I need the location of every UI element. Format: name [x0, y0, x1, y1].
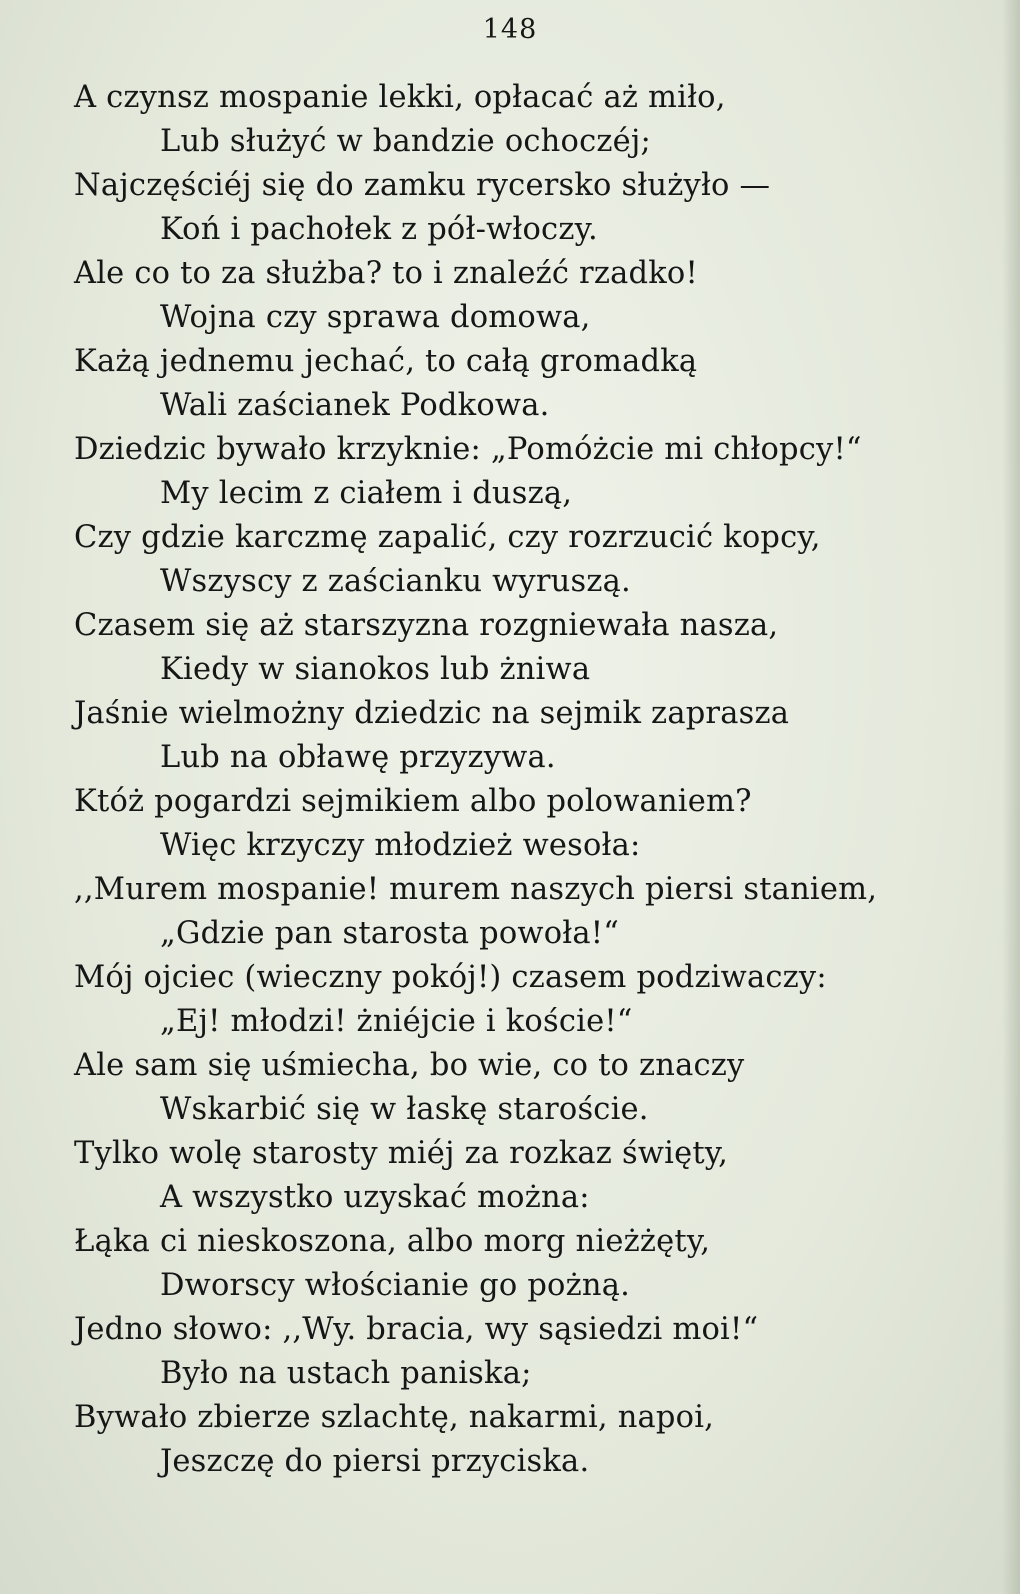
poem-line: A czynsz mospanie lekki, opłacać aż miło,: [74, 80, 726, 115]
poem-line: Lub służyć w bandzie ochoczéj;: [160, 124, 652, 159]
poem-line: My lecim z ciałem i duszą,: [160, 476, 573, 511]
poem-line: Jaśnie wielmożny dziedzic na sejmik zaprasza: [74, 696, 790, 731]
poem-line: Mój ojciec (wieczny pokój!) czasem podziwaczy:: [74, 960, 827, 995]
poem-line: Czy gdzie karczmę zapalić, czy rozrzucić kopcy,: [74, 520, 821, 555]
poem-line: Czasem się aż starszyzna rozgniewała nasza,: [74, 608, 779, 643]
poem-line: Najczęściéj się do zamku rycersko służyło —: [74, 168, 771, 203]
poem-line: Więc krzyczy młodzież wesoła:: [160, 828, 641, 863]
poem-line: Jedno słowo: ,,Wy. bracia, wy sąsiedzi moi!“: [74, 1312, 759, 1347]
poem-line: Wskarbić się w łaskę staroście.: [160, 1092, 649, 1127]
poem-line: Ale co to za służba? to i znaleźć rzadko!: [74, 256, 698, 291]
poem-line: Wojna czy sprawa domowa,: [160, 300, 591, 335]
poem-line: Kiedy w sianokos lub żniwa: [160, 652, 591, 687]
poem-line: Koń i pachołek z pół-włoczy.: [160, 212, 598, 247]
poem-line: ,,Murem mospanie! murem naszych piersi staniem,: [74, 872, 878, 907]
poem-line: „Gdzie pan starosta powoła!“: [160, 916, 620, 951]
poem-line: Było na ustach paniska;: [160, 1356, 532, 1391]
poem-line: Dziedzic bywało krzyknie: „Pomóżcie mi chłopcy!“: [74, 432, 862, 467]
page-number: 148: [482, 14, 538, 45]
page-edge-shadow: [1002, 0, 1020, 1594]
poem-line: Łąka ci nieskoszona, albo morg nieżżęty,: [74, 1224, 711, 1259]
poem-line: „Ej! młodzi! żniéjcie i koście!“: [160, 1004, 633, 1039]
poem-line: Lub na obławę przyzywa.: [160, 740, 556, 775]
poem-line: Bywało zbierze szlachtę, nakarmi, napoi,: [74, 1400, 715, 1435]
poem-line: Każą jednemu jechać, to całą gromadką: [74, 344, 698, 379]
poem-line: Wali zaścianek Podkowa.: [160, 388, 550, 423]
poem-line: Tylko wolę starosty miéj za rozkaz święty,: [74, 1136, 729, 1171]
poem-line: Jeszczę do piersi przyciska.: [160, 1444, 590, 1479]
poem-line: Któż pogardzi sejmikiem albo polowaniem?: [74, 784, 752, 819]
poem-line: A wszystko uzyskać można:: [160, 1180, 590, 1215]
poem-line: Dworscy włościanie go pożną.: [160, 1268, 630, 1303]
poem-line: Wszyscy z zaścianku wyruszą.: [160, 564, 631, 599]
poem-line: Ale sam się uśmiecha, bo wie, co to znaczy: [74, 1048, 745, 1083]
